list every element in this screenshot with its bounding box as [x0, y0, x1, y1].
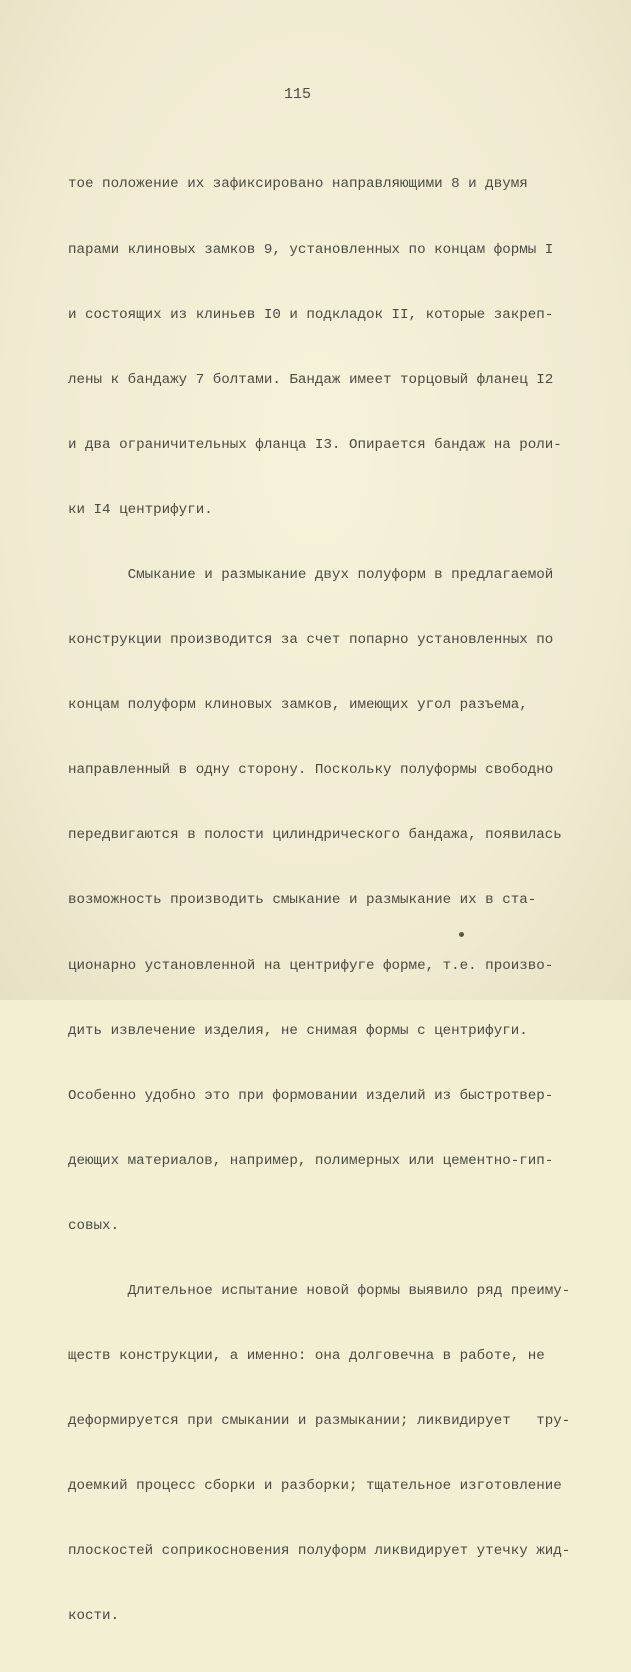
text-line: Особенно удобно это при формовании изделий из быстротвер-: [68, 1087, 554, 1104]
text-line: доемкий процесс сборки и разборки; тщательное изготовление: [68, 1478, 562, 1495]
page-number: 115: [284, 86, 312, 103]
text-line: кости.: [68, 1608, 120, 1625]
text-line: ществ конструкции, а именно: она долговечна в работе, не: [68, 1348, 545, 1365]
text-line: возможность производить смыкание и размыкание их в ста-: [68, 892, 537, 909]
ink-spot: [459, 932, 464, 937]
text-line: деющих материалов, например, полимерных или цементно-гип-: [68, 1152, 554, 1169]
text-line: деформируется при смыкании и размыкании; ликвидирует тру-: [68, 1413, 571, 1430]
body-text: [68, 131, 588, 1672]
text-line: Длительное испытание новой формы выявило ряд преиму-: [68, 1283, 571, 1299]
text-line: конструкции производится за счет попарно установленных по: [68, 632, 554, 649]
text-line: парами клиновых замков 9, установленных по концам формы I: [68, 241, 554, 258]
text-line: Смыкание и размыкание двух полуформ в предлагаемой: [68, 566, 554, 583]
text-line: плоскостей соприкосновения полуформ ликвидирует утечку жид-: [68, 1543, 571, 1560]
text-line: ки I4 центрифуги.: [68, 501, 213, 518]
text-line: передвигаются в полости цилиндрического бандажа, появилась: [68, 827, 562, 844]
text-line: направленный в одну сторону. Поскольку полуформы свободно: [68, 762, 554, 779]
text-line: и два ограничительных фланца I3. Опирается бандаж на роли-: [68, 436, 562, 453]
text-line: дить извлечение изделия, не снимая формы с центрифуги.: [68, 1022, 528, 1039]
text-line: ционарно установленной на центрифуге форме, т.е. произво-: [68, 957, 554, 974]
text-line: и состоящих из клиньев I0 и подкладок II, которые закреп-: [68, 306, 554, 323]
text-line: совых.: [68, 1217, 120, 1234]
text-line: тое положение их зафиксировано направляющими 8 и двумя: [68, 176, 528, 193]
text-line: лены к бандажу 7 болтами. Бандаж имеет торцовый фланец I2: [68, 371, 554, 388]
text-line: концам полуформ клиновых замков, имеющих угол разъема,: [68, 697, 528, 714]
